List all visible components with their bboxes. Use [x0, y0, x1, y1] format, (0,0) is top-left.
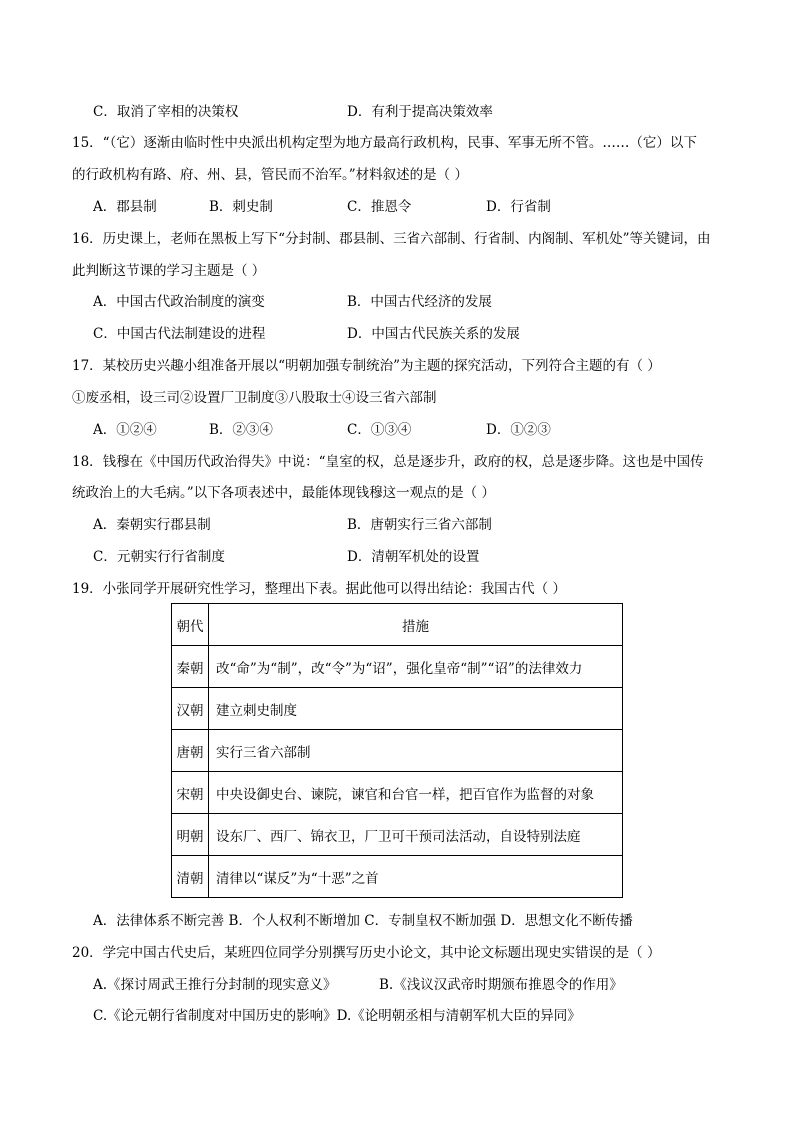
- q16-stem-line2: 此判断这节课的学习主题是（ ）: [72, 263, 266, 279]
- q15-option-d: D．行省制: [486, 199, 551, 215]
- cell-dynasty: 汉朝: [172, 688, 209, 730]
- table-row: [172, 688, 623, 730]
- q17-stem-line1: 17．某校历史兴趣小组准备开展以“明朝加强专制统治”为主题的探究活动，下列符合主题的有（ ）: [72, 358, 661, 374]
- q16-option-a: A．中国古代政治制度的演变: [93, 294, 265, 310]
- q15-option-c: C．推恩令: [347, 199, 412, 215]
- cell-measure: 改“命”为“制”，改“令”为“诏”，强化皇帝“制”“诏”的法律效力: [209, 646, 623, 688]
- q18-stem-line2: 统政治上的大毛病。”以下各项表述中，最能体现钱穆这一观点的是（ ）: [72, 485, 495, 501]
- cell-measure: 实行三省六部制: [209, 730, 623, 772]
- q17-option-a: A．①②④: [93, 422, 157, 438]
- q17-option-d: D．①②③: [486, 422, 551, 438]
- q15-stem-line1: 15．“（它）逐渐由临时性中央派出机构定型为地方最高行政机构，民事、军事无所不管。……（它）以下: [72, 135, 697, 151]
- table-header-row: [172, 604, 623, 646]
- q19-options: A．法律体系不断完善 B．个人权利不断增加 C．专制皇权不断加强 D．思想文化不断传播: [93, 913, 633, 929]
- q16-stem-line1: 16．历史课上，老师在黑板上写下“分封制、郡县制、三省六部制、行省制、内阁制、军机处”等关键词，由: [72, 231, 711, 247]
- q20-option-a: A.《探讨周武王推行分封制的现实意义》: [93, 977, 337, 993]
- q17-option-c: C．①③④: [347, 422, 412, 438]
- cell-measure: 设东厂、西厂、锦衣卫，厂卫可干预司法活动，自设特别法庭: [209, 814, 623, 856]
- q16-option-c: C．中国古代法制建设的进程: [93, 326, 266, 342]
- q17-option-b: B．②③④: [209, 422, 273, 438]
- header-measures: 措施: [209, 604, 623, 646]
- table-row: [172, 772, 623, 814]
- table-row: [172, 856, 623, 898]
- cell-measure: 中央设御史台、谏院，谏官和台官一样，把百官作为监督的对象: [209, 772, 623, 814]
- cell-dynasty: 清朝: [172, 856, 209, 898]
- cell-measure: 建立刺史制度: [209, 688, 623, 730]
- q18-option-a: A．秦朝实行郡县制: [93, 517, 211, 533]
- table-row: [172, 730, 623, 772]
- q18-option-c: C．元朝实行行省制度: [93, 549, 225, 565]
- q18-option-b: B．唐朝实行三省六部制: [347, 517, 492, 533]
- cell-dynasty: 宋朝: [172, 772, 209, 814]
- q14-option-d: D．有利于提高决策效率: [347, 104, 493, 120]
- table-row: [172, 814, 623, 856]
- q18-stem-line1: 18．钱穆在《中国历代政治得失》中说：“皇室的权，总是逐步升，政府的权，总是逐步降。这也是中国传: [72, 454, 704, 470]
- cell-dynasty: 秦朝: [172, 646, 209, 688]
- cell-measure: 清律以“谋反”为“十恶”之首: [209, 856, 623, 898]
- cell-dynasty: 唐朝: [172, 730, 209, 772]
- q15-stem-line2: 的行政机构有路、府、州、县，管民而不治军。”材料叙述的是（ ）: [72, 167, 468, 183]
- q17-stem-line2: ①废丞相，设三司②设置厂卫制度③八股取士④设三省六部制: [72, 390, 437, 406]
- q15-option-a: A．郡县制: [93, 199, 157, 215]
- q20-stem-line1: 20．学完中国古代史后，某班四位同学分别撰写历史小论文，其中论文标题出现史实错误的是（ ）: [72, 945, 661, 961]
- q15-option-b: B．刺史制: [209, 199, 273, 215]
- q14-option-c: C．取消了宰相的决策权: [93, 104, 239, 120]
- q19-stem-line1: 19．小张同学开展研究性学习，整理出下表。据此他可以得出结论：我国古代（ ）: [72, 581, 566, 597]
- cell-dynasty: 明朝: [172, 814, 209, 856]
- q20-option-b: B.《浅议汉武帝时期颁布推恩令的作用》: [379, 977, 623, 993]
- table-row: [172, 646, 623, 688]
- q18-option-d: D．清朝军机处的设置: [347, 549, 480, 565]
- q16-option-b: B．中国古代经济的发展: [347, 294, 492, 310]
- dynasty-measures-table: [171, 603, 623, 898]
- q16-option-d: D．中国古代民族关系的发展: [347, 326, 520, 342]
- q20-options-cd: C.《论元朝行省制度对中国历史的影响》D.《论明朝丞相与清朝军机大臣的异同》: [93, 1008, 581, 1024]
- header-dynasty: 朝代: [172, 604, 209, 646]
